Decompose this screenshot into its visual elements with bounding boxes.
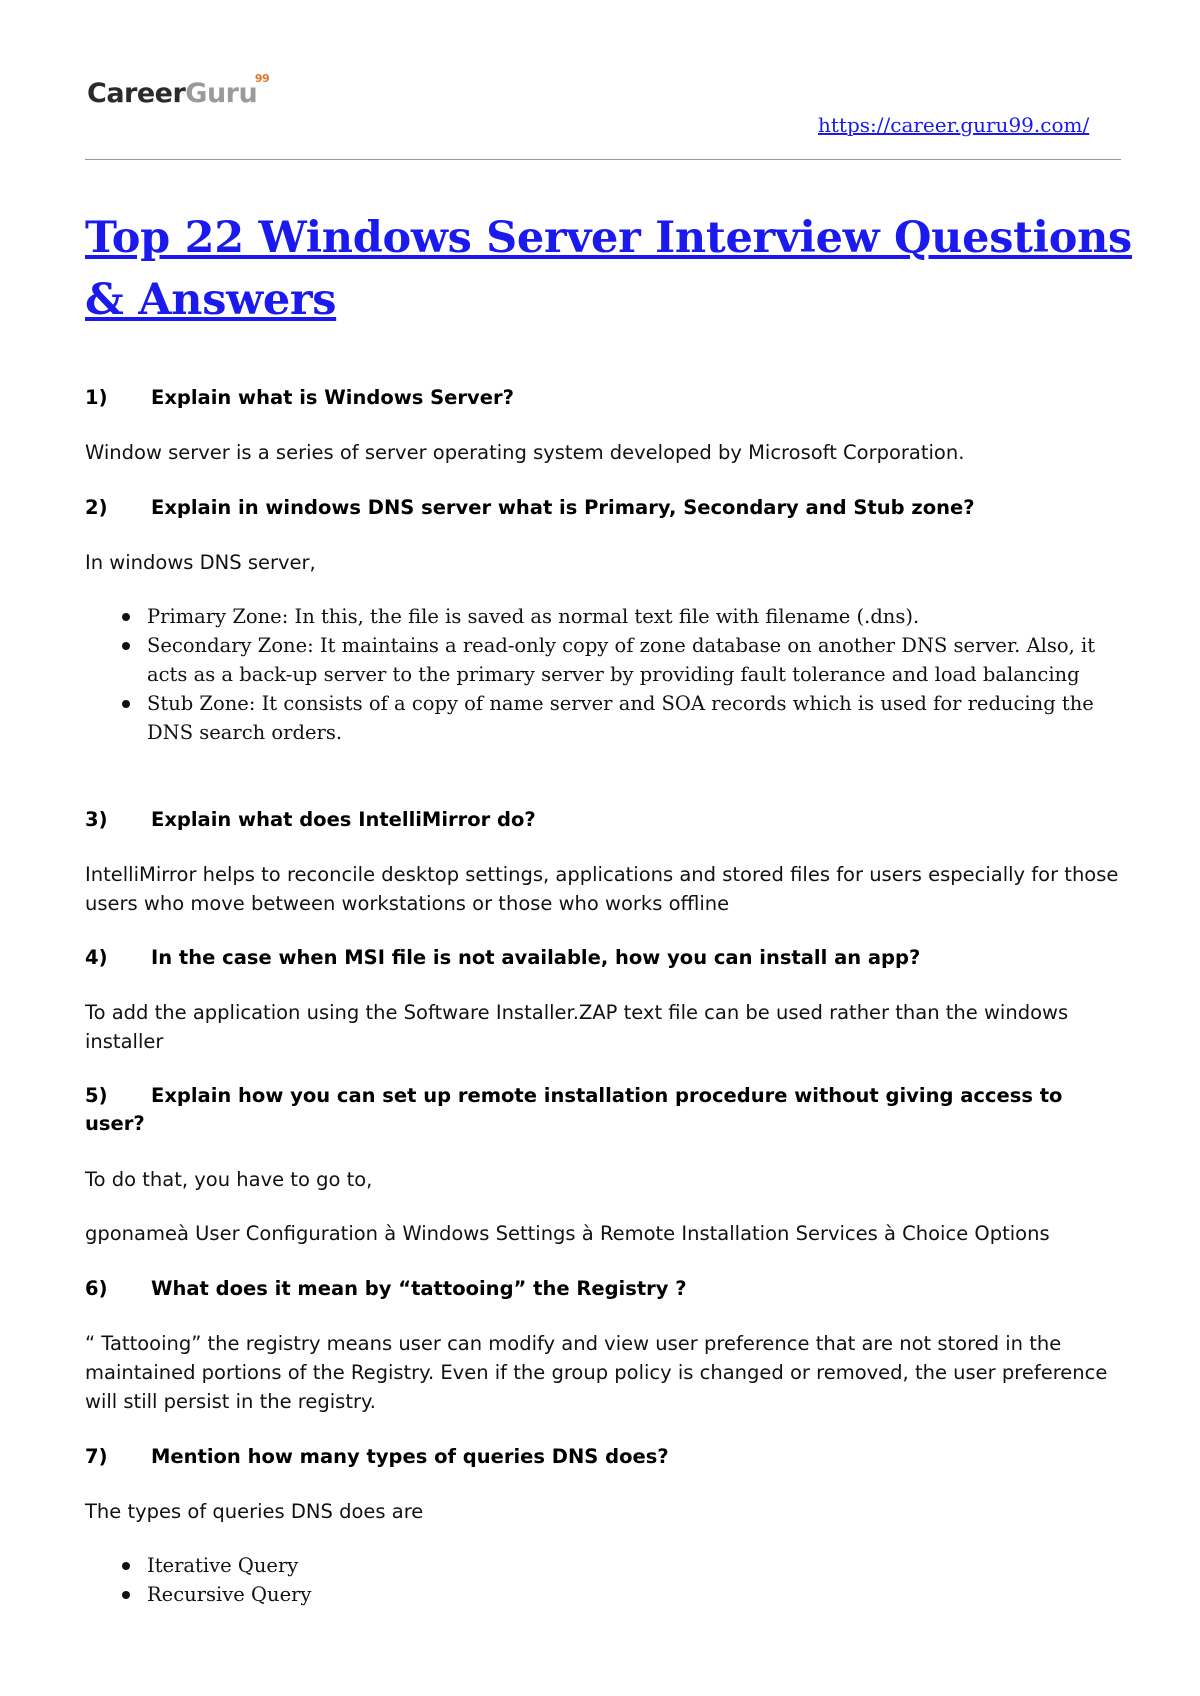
question-number: 4)	[85, 946, 108, 969]
question-text: Explain what is Windows Server?	[151, 386, 514, 409]
query-types-list	[85, 1551, 1125, 1609]
page-title[interactable]: Top 22 Windows Server Interview Questions & Answers	[85, 213, 1132, 325]
question-heading	[85, 806, 1125, 834]
question-heading	[85, 944, 1125, 972]
question-text: What does it mean by “tattooing” the Registry ?	[151, 1277, 687, 1300]
answer-text: To do that, you have to go to,	[85, 1168, 373, 1191]
list-item	[85, 689, 1125, 747]
list-item	[85, 602, 1125, 631]
question-heading	[85, 1275, 1125, 1303]
site-url-link[interactable]: https://career.guru99.com/	[818, 113, 1090, 137]
zone-types-list	[85, 602, 1125, 747]
question-number: 7)	[85, 1445, 108, 1468]
logo-guru-text: Guru	[185, 78, 258, 109]
bullet-icon	[122, 1591, 130, 1599]
answer-text: The types of queries DNS does are	[85, 1500, 424, 1523]
question-number: 2)	[85, 496, 108, 519]
answer-path-text: gponameà User Configuration à Windows Settings à Remote Installation Services à Choice Options	[85, 1222, 1050, 1245]
list-item-text: Iterative Query	[147, 1554, 299, 1577]
question-text: Mention how many types of queries DNS does?	[151, 1445, 669, 1468]
question-heading	[85, 1443, 1125, 1471]
list-item	[85, 1551, 1125, 1580]
careerguru-logo[interactable]	[87, 72, 270, 109]
answer-text: In windows DNS server,	[85, 551, 316, 574]
list-item-text: Recursive Query	[147, 1583, 312, 1606]
bullet-icon	[122, 613, 130, 621]
question-number: 3)	[85, 808, 108, 831]
answer-text: To add the application using the Software Installer.ZAP text file can be used rather than the windows installer	[85, 1001, 1069, 1053]
answer-text: “ Tattooing” the registry means user can modify and view user preference that are not stored in the maintained portions of the Registry. Even if the group policy is changed or removed, the user preference will still persist in the registry.	[85, 1332, 1108, 1413]
question-text: Explain what does IntelliMirror do?	[151, 808, 536, 831]
list-item-text: Stub Zone: It consists of a copy of name server and SOA records which is used for reducing the DNS search orders.	[147, 692, 1094, 744]
bullet-icon	[122, 1562, 130, 1570]
list-item-text: Secondary Zone: It maintains a read-only copy of zone database on another DNS server. Also, it acts as a back-up server to the primary server by providing fault tolerance and load balancing	[147, 634, 1096, 686]
answer-text: Window server is a series of server operating system developed by Microsoft Corporation.	[85, 441, 965, 464]
question-number: 6)	[85, 1277, 108, 1300]
bullet-icon	[122, 700, 130, 708]
logo-career-text: Career	[87, 78, 186, 109]
question-heading	[85, 494, 1125, 522]
list-item	[85, 631, 1125, 689]
question-text: Explain how you can set up remote installation procedure without giving access to user?	[85, 1084, 1063, 1135]
question-text: Explain in windows DNS server what is Primary, Secondary and Stub zone?	[151, 496, 975, 519]
list-item-text: Primary Zone: In this, the file is saved as normal text file with filename (.dns).	[147, 605, 920, 628]
question-heading	[85, 1082, 1125, 1138]
logo-99-badge: 99	[254, 72, 270, 85]
answer-text: IntelliMirror helps to reconcile desktop settings, applications and stored files for users especially for those users who move between workstations or those who works offline	[85, 863, 1119, 915]
list-item	[85, 1580, 1125, 1609]
question-text: In the case when MSI file is not available, how you can install an app?	[151, 946, 921, 969]
question-number: 5)	[85, 1084, 108, 1107]
header-divider	[85, 159, 1121, 160]
bullet-icon	[122, 642, 130, 650]
question-number: 1)	[85, 386, 108, 409]
question-heading	[85, 384, 1125, 412]
